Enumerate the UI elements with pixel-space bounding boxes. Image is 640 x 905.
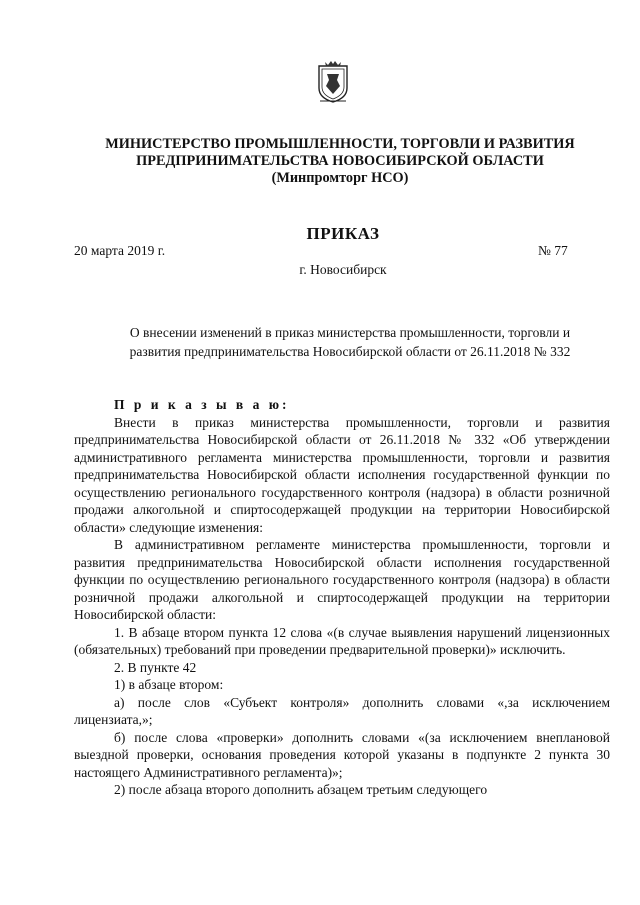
coat-of-arms-icon [316, 60, 350, 104]
paragraph: Внести в приказ министерства промышленности, торговли и развития предпринимательства Новосибирской области от 26.11.2018 № 332 «Об утверждении административного регламента министерства промышленности, торговли и развития предпринимательства Новосибирской области исполнения государственной функции по осуществлению регионального государственного контроля (надзора) в области розничной продажи алкогольной и спиртосодержащей продукции на территории Новосибирской области» следующие изменения: [74, 414, 610, 535]
ministry-name-line2: ПРЕДПРИНИМАТЕЛЬСТВА НОВОСИБИРСКОЙ ОБЛАСТИ [136, 153, 544, 169]
order-city: г. Новосибирск [299, 262, 387, 277]
order-word: П р и к а з ы в а ю: [114, 397, 290, 412]
order-date: 20 марта 2019 г. [74, 243, 166, 258]
paragraph: 1. В абзаце втором пункта 12 слова «(в случае выявления нарушений лицензионных (обязательных) требований при проведении предварительной проверки)» исключить. [74, 624, 610, 657]
paragraph: В административном регламенте министерства промышленности, торговли и развития предпринимательства Новосибирской области исполнения государственной функции по осуществлению регионального государственного контроля (надзора) в области розничной продажи алкогольной и спиртосодержащей продукции на территории Новосибирской области: [74, 537, 610, 622]
ministry-header [40, 136, 640, 187]
order-body [74, 396, 610, 799]
paragraph: 1) в абзаце втором: [114, 677, 224, 692]
paragraph: 2) после абзаца второго дополнить абзацем третьим следующего [114, 782, 488, 797]
order-title: ПРИКАЗ [306, 224, 380, 243]
paragraph: 2. В пункте 42 [114, 659, 197, 675]
paragraph: а) после слов «Субъект контроля» дополнить словами «,за исключением лицензиата,»; [74, 694, 610, 727]
paragraph: б) после слова «проверки» дополнить словами «(за исключением внеплановой выездной проверки, основания проведения которой указаны в подпункте 2 пункта 30 настоящего Административного регламента)»; [74, 729, 610, 780]
order-number: № 77 [538, 243, 568, 258]
ministry-short-name: (Минпромторг НСО) [271, 170, 409, 186]
subject-line1: О внесении изменений в приказ министерства промышленности, торговли и [129, 325, 571, 340]
ministry-name-line1: МИНИСТЕРСТВО ПРОМЫШЛЕННОСТИ, ТОРГОВЛИ И РАЗВИТИЯ [105, 136, 575, 152]
subject-line2: развития предпринимательства Новосибирской области от 26.11.2018 № 332 [129, 343, 571, 359]
order-subject [100, 324, 600, 361]
